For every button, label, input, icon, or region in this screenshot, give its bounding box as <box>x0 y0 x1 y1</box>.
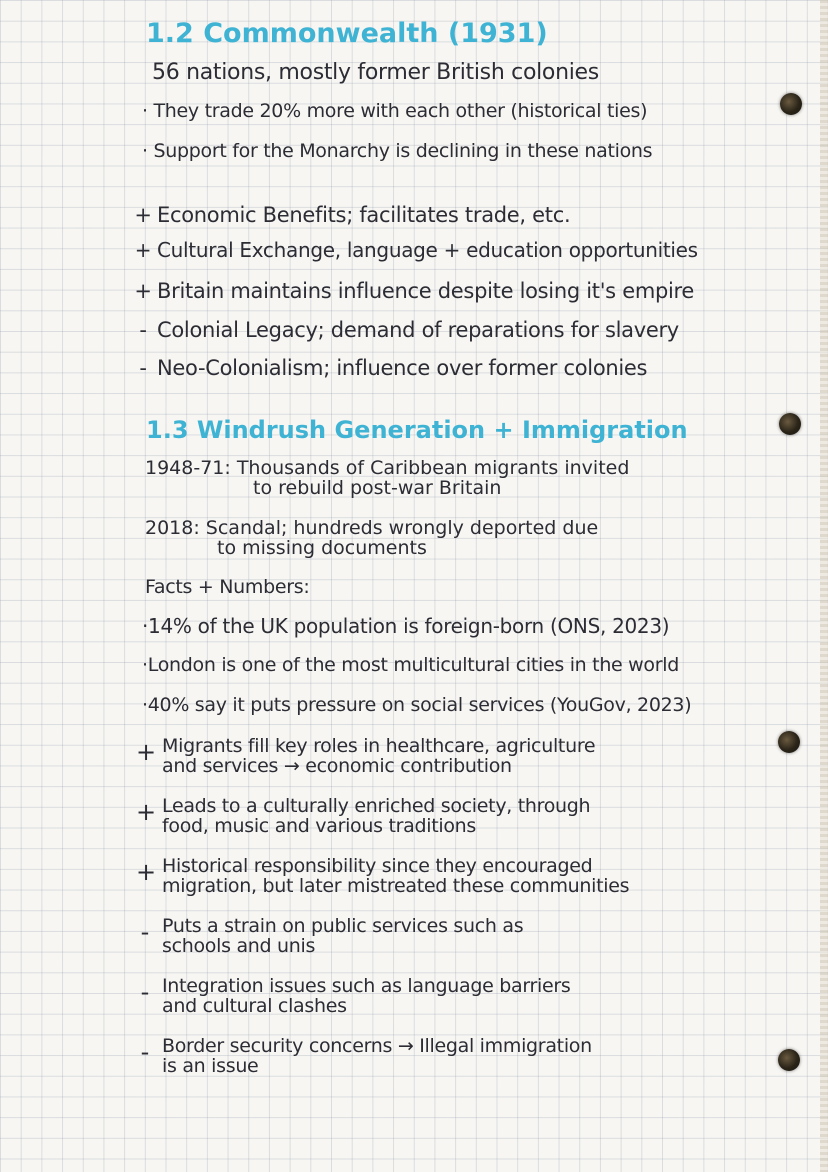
con-line: schools and unis <box>162 935 316 957</box>
con-line: Puts a strain on public services such as <box>162 915 524 937</box>
pro-line: food, music and various traditions <box>162 815 476 837</box>
fact-item: ·14% of the UK population is foreign-born (ONS, 2023) <box>142 614 670 638</box>
minus-sign: - <box>139 356 147 380</box>
commonwealth-pro <box>133 279 694 303</box>
plus-sign: + <box>134 203 152 227</box>
con-line: and cultural clashes <box>162 995 347 1017</box>
pro-text: Britain maintains influence despite losing it's empire <box>157 279 695 303</box>
minus-sign: - <box>140 978 150 1006</box>
punch-hole <box>779 413 801 435</box>
section-heading-windrush: 1.3 Windrush Generation + Immigration <box>146 416 688 444</box>
punch-hole <box>778 731 800 753</box>
punch-hole <box>778 1049 800 1071</box>
pro-line: and services → economic contribution <box>162 755 512 777</box>
minus-sign: - <box>140 1038 150 1066</box>
notebook-edge <box>820 0 828 1172</box>
pro-line: migration, but later mistreated these communities <box>162 875 630 897</box>
commonwealth-con <box>133 356 647 380</box>
fact-item: ·40% say it puts pressure on social services (YouGov, 2023) <box>142 694 692 716</box>
plus-sign: + <box>136 738 157 766</box>
windrush-pro <box>136 856 629 896</box>
timeline-entry <box>145 518 598 558</box>
windrush-con <box>136 1036 592 1076</box>
con-line: Integration issues such as language barriers <box>162 975 571 997</box>
con-text: Neo-Colonialism; influence over former colonies <box>157 356 648 380</box>
windrush-con <box>136 916 523 956</box>
timeline-line: 1948-71: Thousands of Caribbean migrants invited <box>145 457 630 479</box>
timeline-line: to rebuild post-war Britain <box>253 477 502 499</box>
windrush-pro <box>136 796 590 836</box>
timeline-line: to missing documents <box>217 537 427 559</box>
con-line: is an issue <box>162 1055 259 1077</box>
windrush-pro <box>136 736 595 776</box>
commonwealth-pro <box>133 238 698 262</box>
commonwealth-intro: 56 nations, mostly former British colonies <box>152 60 599 85</box>
commonwealth-bullet: · Support for the Monarchy is declining in these nations <box>142 140 653 162</box>
facts-label: Facts + Numbers: <box>145 576 310 598</box>
minus-sign: - <box>139 318 147 342</box>
pro-line: Leads to a culturally enriched society, through <box>162 795 591 817</box>
section-heading-commonwealth: 1.2 Commonwealth (1931) <box>146 18 548 49</box>
commonwealth-pro <box>133 203 570 227</box>
plus-sign: + <box>134 279 152 303</box>
plus-sign: + <box>136 858 157 886</box>
con-text: Colonial Legacy; demand of reparations for slavery <box>157 318 679 342</box>
pro-text: Cultural Exchange, language + education opportunities <box>157 238 698 262</box>
windrush-con <box>136 976 571 1016</box>
plus-sign: + <box>134 238 152 262</box>
timeline-entry <box>145 458 629 498</box>
plus-sign: + <box>136 798 157 826</box>
minus-sign: - <box>140 918 150 946</box>
pro-line: Historical responsibility since they encouraged <box>162 855 593 877</box>
commonwealth-bullet: · They trade 20% more with each other (historical ties) <box>142 100 648 122</box>
punch-hole <box>780 93 802 115</box>
pro-text: Economic Benefits; facilitates trade, etc. <box>157 203 571 227</box>
con-line: Border security concerns → Illegal immigration <box>162 1035 592 1057</box>
pro-line: Migrants fill key roles in healthcare, agriculture <box>162 735 596 757</box>
fact-item: ·London is one of the most multicultural cities in the world <box>142 654 679 676</box>
timeline-line: 2018: Scandal; hundreds wrongly deported due <box>145 517 599 539</box>
commonwealth-con <box>133 318 679 342</box>
